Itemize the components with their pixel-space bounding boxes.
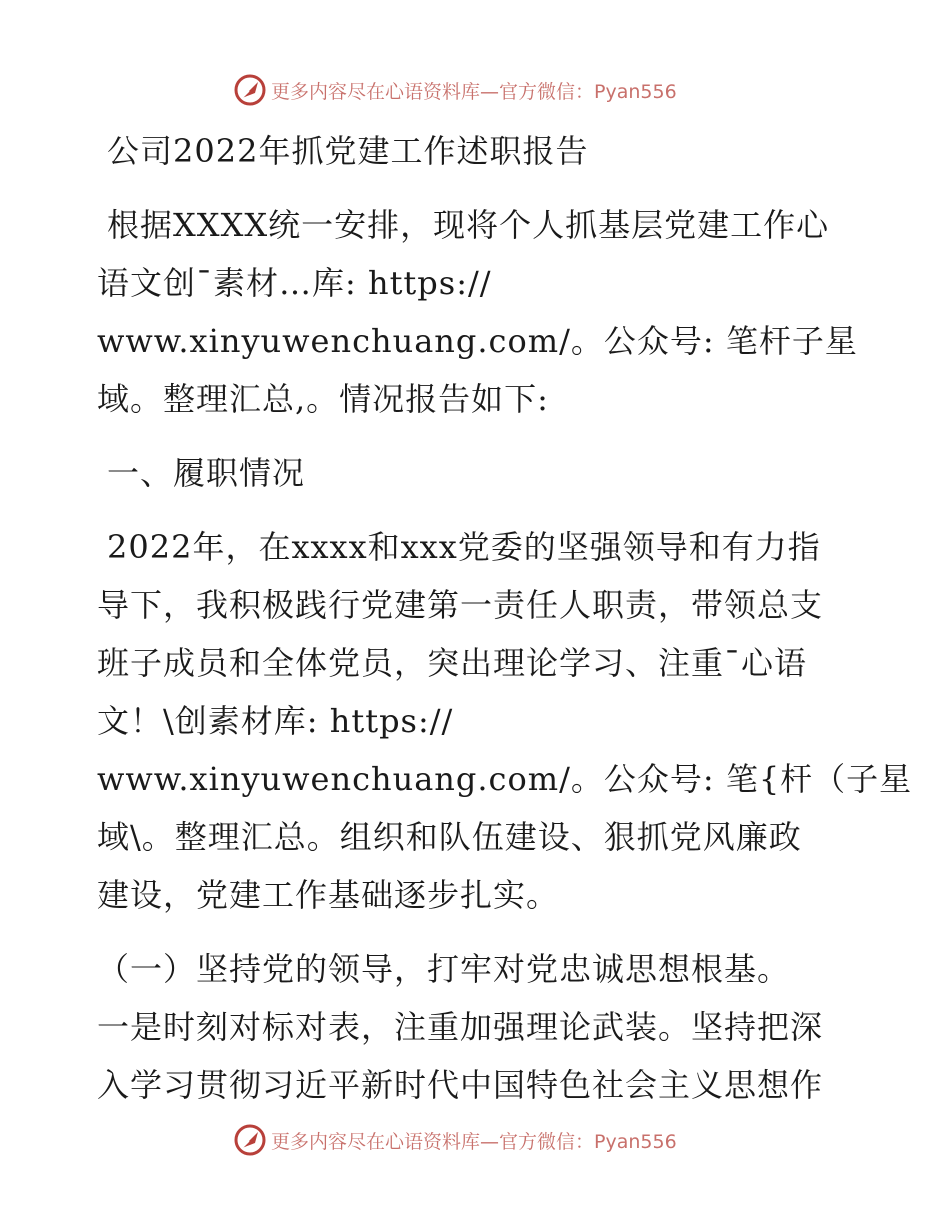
document-body bbox=[97, 122, 913, 1114]
paragraph-line: 文！\创素材库: https:// bbox=[97, 702, 454, 740]
paragraph-line: 一是时刻对标对表，注重加强理论武装。坚持把深 bbox=[97, 1008, 824, 1046]
header-banner bbox=[233, 70, 713, 110]
paragraph-line: 入学习贯彻习近平新时代中国特色社会主义思想作 bbox=[97, 1066, 824, 1104]
section-heading: 一、履职情况 bbox=[107, 454, 306, 492]
paragraph-line: 建设，党建工作基础逐步扎实。 bbox=[97, 876, 560, 914]
paragraph-line: www.xinyuwenchuang.com/。公众号: 笔{杆（子星 bbox=[97, 760, 913, 798]
banner-text: 更多内容尽在心语资料库—官方微信：Pyan556 bbox=[271, 1130, 677, 1153]
paragraph-line: 域。整理汇总,。情况报告如下: bbox=[97, 380, 549, 418]
quill-logo-icon bbox=[233, 1123, 267, 1157]
document-title: 公司2022年抓党建工作述职报告 bbox=[107, 132, 589, 170]
quill-logo-icon bbox=[233, 73, 267, 107]
paragraph-line: 导下，我积极践行党建第一责任人职责，带领总支 bbox=[97, 586, 824, 624]
paragraph-line: 域\。整理汇总。组织和队伍建设、狠抓党风廉政 bbox=[97, 818, 802, 856]
paragraph-line: 根据XXXX统一安排，现将个人抓基层党建工作心 bbox=[107, 206, 830, 244]
paragraph-line: www.xinyuwenchuang.com/。公众号: 笔杆子星 bbox=[97, 322, 858, 360]
footer-banner bbox=[233, 1120, 713, 1160]
paragraph-line: 2022年，在xxxx和xxx党委的坚强领导和有力指 bbox=[107, 528, 821, 566]
banner-text: 更多内容尽在心语资料库—官方微信：Pyan556 bbox=[271, 80, 677, 103]
subsection-heading: （一）坚持党的领导，打牢对党忠诚思想根基。 bbox=[97, 950, 791, 988]
paragraph-line: 语文创¯素材…库: https:// bbox=[97, 264, 492, 302]
paragraph-line: 班子成员和全体党员，突出理论学习、注重¯心语 bbox=[97, 644, 808, 682]
